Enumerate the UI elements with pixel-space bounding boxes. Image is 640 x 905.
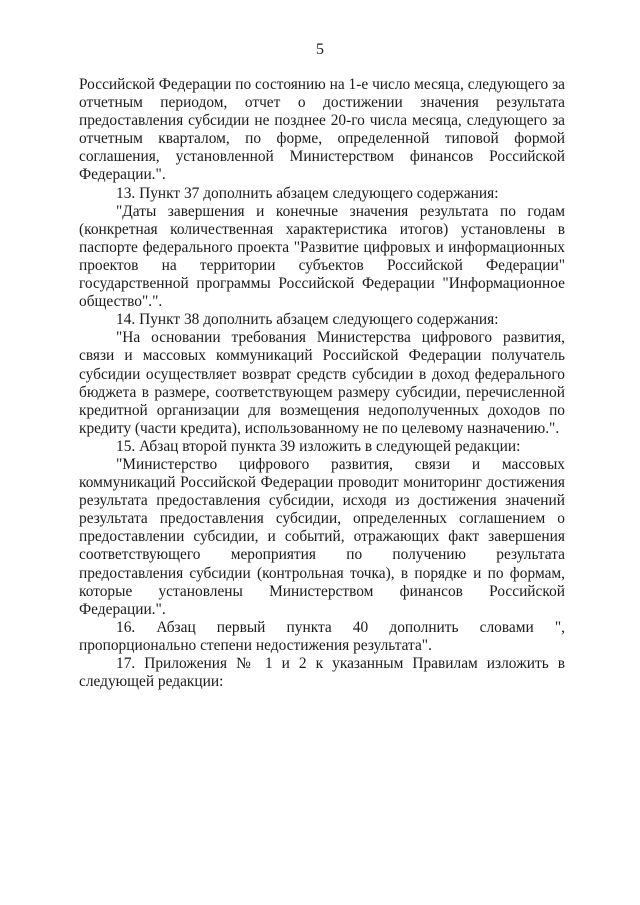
paragraph-continuation: Российской Федерации по состоянию на 1-е число месяца, следующего за отчетным периодом, отчет о достижении значения результата предоставления субсидии не позднее 20-го числа месяца, следующего за отчетным кварталом, по форме, определенной типовой формой соглашения, установленной Министерством финансов Российской Федерации.". [79, 76, 565, 184]
paragraph-item-14: 14. Пункт 38 дополнить абзацем следующего содержания: [116, 311, 499, 329]
paragraph-item-15: 15. Абзац второй пункта 39 изложить в следующей редакции: [116, 437, 521, 455]
paragraph-quote-14: "На основании требования Министерства цифрового развития, связи и массовых коммуникаций Российской Федерации получатель субсидии осуществляет возврат средств субсидии в доход федерального бюджета в размере, соответствующем размеру субсидии, перечисленной кредитной организации для возмещения недополученных доходов по кредиту (части кредита), использованному не по целевому назначению.". [79, 329, 565, 437]
paragraph-quote-13: "Даты завершения и конечные значения результата по годам (конкретная количественная характеристика итогов) установлены в паспорте федерального проекта "Развитие цифровых и информационных проектов на территории субъектов Российской Федерации" государственной программы Российской Федерации "Информационное общество".". [79, 202, 565, 311]
paragraph-item-13: 13. Пункт 37 дополнить абзацем следующего содержания: [116, 184, 499, 202]
paragraph-item-16: 16. Абзац первый пункта 40 дополнить словами ", пропорционально степени недостижения результата". [79, 618, 565, 654]
page-number: 5 [316, 41, 324, 58]
document-body [79, 76, 565, 691]
paragraph-item-17: 17. Приложения № 1 и 2 к указанным Правилам изложить в следующей редакции: [79, 655, 565, 691]
paragraph-quote-15: "Министерство цифрового развития, связи и массовых коммуникаций Российской Федерации проводит мониторинг достижения результата предоставления субсидии, исходя из достижения значений результата предоставления субсидии, определенных соглашением о предоставлении субсидии, и событий, отражающих факт завершения соответствующего мероприятия по получению результата предоставления субсидии (контрольная точка), в порядке и по формам, которые установлены Министерством финансов Российской Федерации.". [79, 455, 565, 618]
